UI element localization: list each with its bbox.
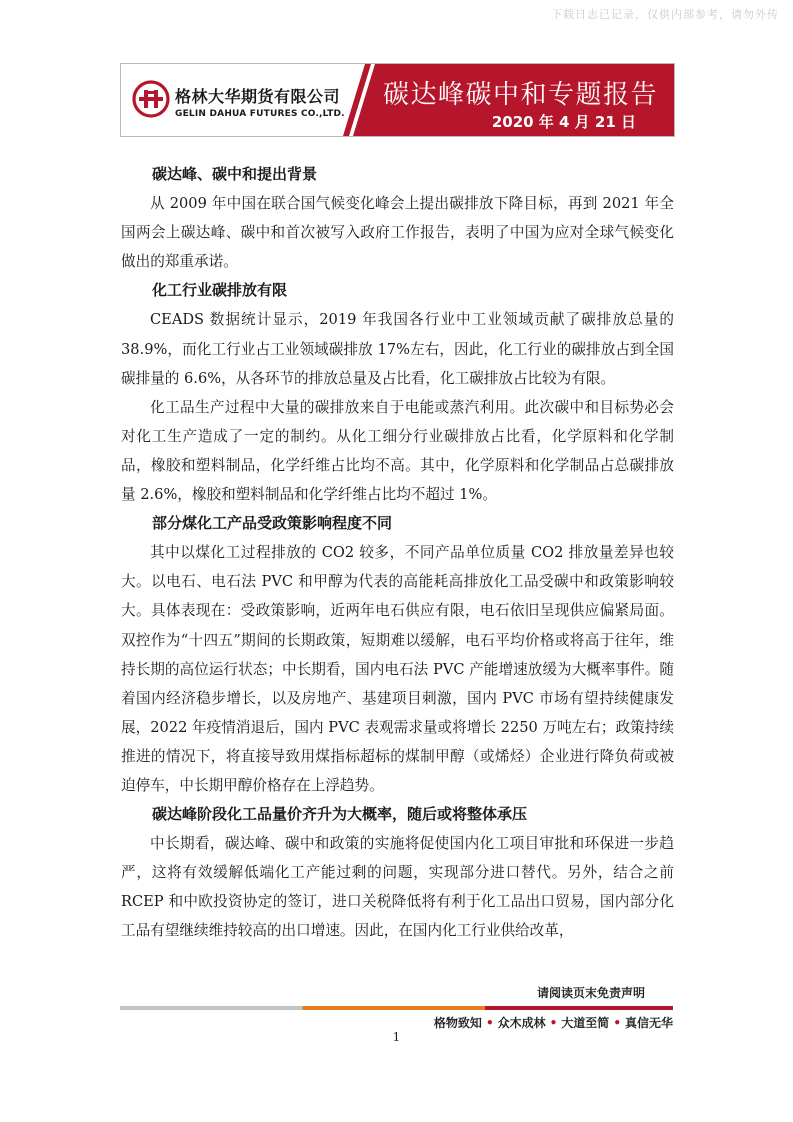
section-heading: 部分煤化工产品受政策影响程度不同 <box>152 514 393 533</box>
footer-slogan <box>434 1014 673 1031</box>
section-heading: 碳达峰阶段化工品量价齐升为大概率，随后或将整体承压 <box>152 805 528 824</box>
report-date: 2020 年 4 月 21 日 <box>491 113 636 131</box>
slogan-item: 真信无华 <box>624 1016 673 1030</box>
footer-divider <box>120 1006 673 1010</box>
company-name-en: GELIN DAHUA FUTURES CO.,LTD. <box>175 109 345 119</box>
watermark-text: 下载日志已记录，仅供内部参考，请勿外传 <box>551 8 779 21</box>
report-body <box>121 160 674 946</box>
slogan-item: 格物致知 <box>433 1016 482 1030</box>
slogan-item: 大道至简 <box>561 1016 610 1030</box>
slogan-item: 众木成林 <box>497 1016 546 1030</box>
slogan-separator: • <box>485 1016 494 1030</box>
slogan-separator: • <box>613 1016 621 1030</box>
company-name-cn: 格林大华期货有限公司 <box>175 87 341 106</box>
report-title: 碳达峰碳中和专题报告 <box>382 80 658 110</box>
gelin-dahua-logo-icon <box>131 79 171 119</box>
body-paragraph: CEADS 数据统计显示，2019 年我国各行业中工业领域贡献了碳排放总量的 38.9%，而化工行业占工业领域碳排放 17%左右，因此，化工行业的碳排放占到全国碳排量的 6.6%，从各环节的排放总量及占比看，化工碳排放占比较为有限。 <box>121 311 674 387</box>
body-paragraph: 中长期看，碳达峰、碳中和政策的实施将促使国内化工项目审批和环保进一步趋严，这将有效缓解低端化工产能过剩的问题，实现部分进口替代。另外，结合之前 RCEP 和中欧投资协定的签订，进口关税降低将有利于化工品出口贸易，国内部分化工品有望继续维持较高的出口增速。因此，在国内化工行业供给改革， <box>121 835 674 940</box>
section-heading: 碳达峰、碳中和提出背景 <box>152 165 318 183</box>
report-banner <box>120 63 675 137</box>
page-number: 1 <box>392 1030 401 1044</box>
slogan-separator: • <box>549 1016 558 1030</box>
body-paragraph: 从 2009 年中国在联合国气候变化峰会上提出碳排放下降目标，再到 2021 年全国两会上碳达峰、碳中和首次被写入政府工作报告，表明了中国为应对全球气候变化做出的郑重承诺。 <box>121 195 674 271</box>
body-paragraph: 化工品生产过程中大量的碳排放来自于电能或蒸汽利用。此次碳中和目标势必会对化工生产造成了一定的制约。从化工细分行业碳排放占比看，化学原料和化学制品，橡胶和塑料制品，化学纤维占比均不高。其中，化学原料和化学制品占总碳排放量 2.6%，橡胶和塑料制品和化学纤维占比均不超过 1%。 <box>121 398 674 504</box>
section-heading: 化工行业碳排放有限 <box>152 281 288 300</box>
body-paragraph: 其中以煤化工过程排放的 CO2 较多，不同产品单位质量 CO2 排放量差异也较大。以电石、电石法 PVC 和甲醇为代表的高能耗高排放化工品受碳中和政策影响较大。具体表现在：受政策影响，近两年电石供应有限，电石依旧呈现供应偏紧局面。双控作为“十四五”期间的长期政策，短期难以缓解，电石平均价格或将高于往年，维持长期的高位运行状态；中长期看，国内电石法 PVC 产能增速放缓为大概率事件。随着国内经济稳步增长，以及房地产、基建项目刺激，国内 PVC 市场有望持续健康发展，2022 年疫情消退后，国内 PVC 表观需求量或将增长 2250 万吨左右；政策持续推进的情况下，将直接导致用煤指标超标的煤制甲醇（或烯烃）企业进行降负荷或被迫停车，中长期甲醇价格存在上浮趋势。 <box>121 544 674 794</box>
disclaimer-notice: 请阅读页末免责声明 <box>537 986 646 1000</box>
